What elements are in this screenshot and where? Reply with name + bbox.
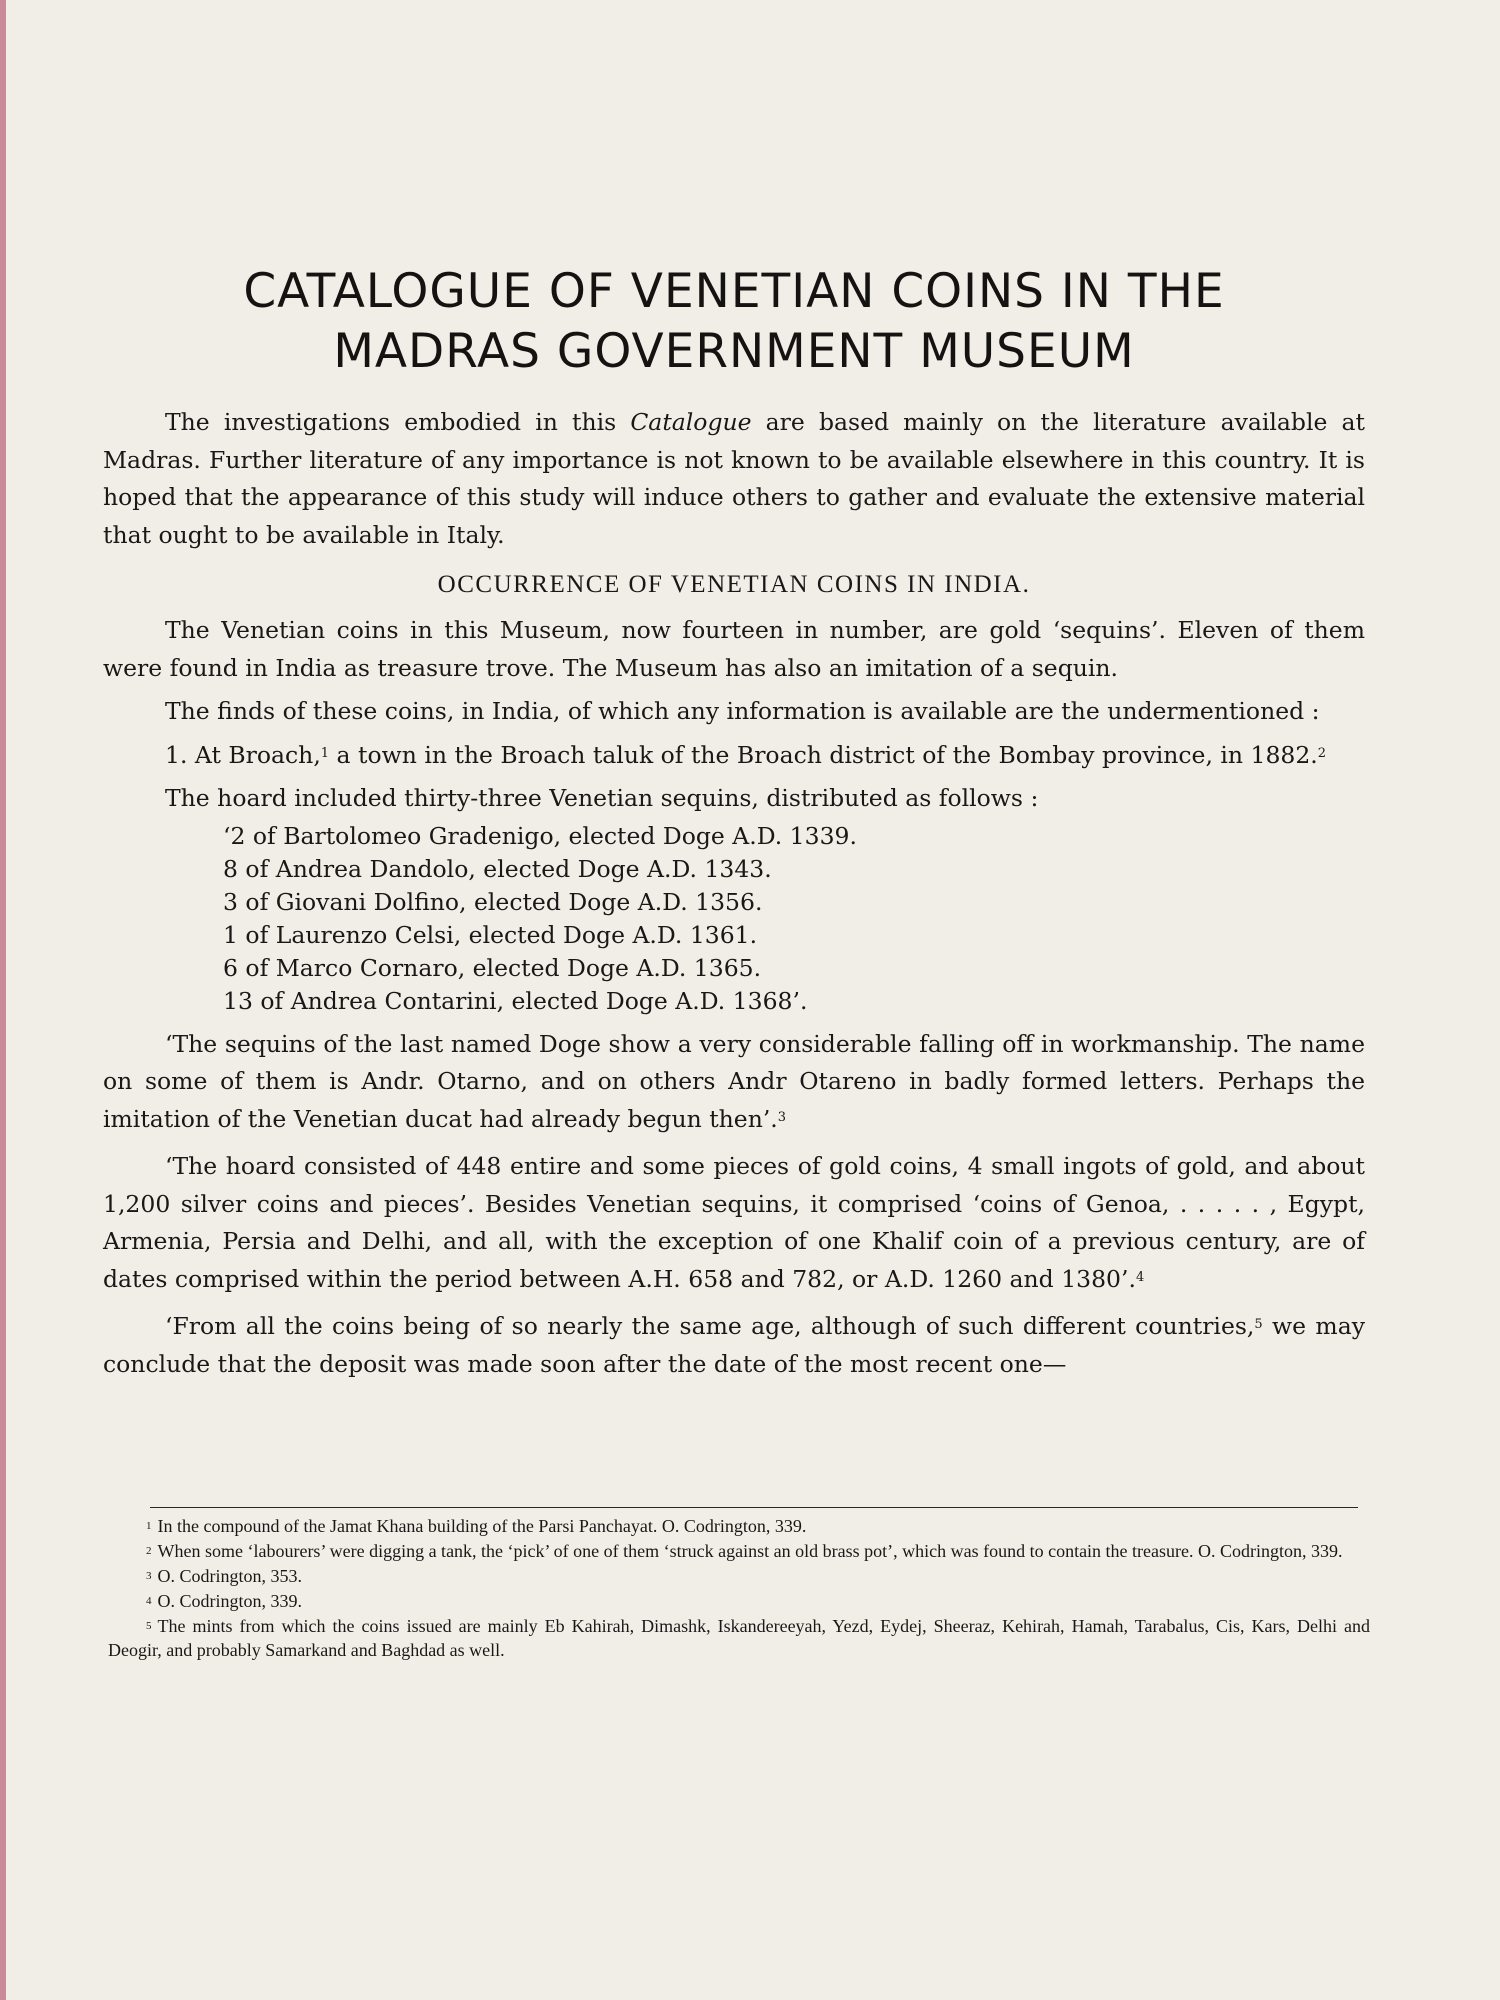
footnote-5 <box>108 1614 1370 1662</box>
list-item: 6 of Marco Cornaro, elected Doge A.D. 1365. <box>223 953 762 982</box>
footnote-3 <box>108 1564 1370 1588</box>
footnote-ref-1: 1 <box>320 745 330 761</box>
footnote-text: In the compound of the Jamat Khana building of the Parsi Panchayat. O. Codrington, 339. <box>157 1516 807 1536</box>
intro-paragraph <box>103 404 1365 554</box>
footnote-4 <box>108 1589 1370 1613</box>
footnote-mark: 5 <box>146 1620 152 1632</box>
sequins-text: ‘The sequins of the last named Doge show a very considerable falling off in workmanship. The name on some of them is Andr. Otarno, and on others Andr Otareno in badly formed letters. Perhaps the imitation of the Venetian ducat had already begun then’. <box>103 1029 1365 1133</box>
broach-paragraph <box>103 737 1365 775</box>
list-item: 13 of Andrea Contarini, elected Doge A.D. 1368’. <box>223 986 808 1015</box>
footnote-divider <box>150 1507 1358 1508</box>
footnote-mark: 1 <box>146 1520 152 1532</box>
footnote-mark: 4 <box>146 1595 152 1607</box>
consisted-text: ‘The hoard consisted of 448 entire and some pieces of gold coins, 4 small ingots of gold, and about 1,200 silver coins and pieces’. Besides Venetian sequins, it comprised ‘coins of Genoa, . . . . . , Egypt, Armenia, Persia and Delhi, and all, with the exception of one Khalif coin of a previous century, are of dates comprised within the period between A.H. 658 and 782, or A.D. 1260 and 1380’. <box>103 1152 1365 1293</box>
footnote-2 <box>108 1539 1370 1563</box>
list-item: ‘2 of Bartolomeo Gradenigo, elected Doge A.D. 1339. <box>223 821 857 850</box>
title-line-1: CATALOGUE OF VENETIAN COINS IN THE <box>243 264 1225 319</box>
intro-italic-catalogue: Catalogue <box>630 408 752 436</box>
museum-coins-paragraph: The Venetian coins in this Museum, now fourteen in number, are gold ‘sequins’. Eleven of them were found in India as treasure trove. The Museum has also an imitation of a sequin. <box>103 616 1365 682</box>
page-title <box>103 262 1365 382</box>
from-all-paragraph <box>103 1308 1365 1383</box>
hoard-paragraph: The hoard included thirty-three Venetian sequins, distributed as follows : <box>165 784 1039 812</box>
footnote-text: O. Codrington, 353. <box>157 1566 303 1586</box>
list-item: 8 of Andrea Dandolo, elected Doge A.D. 1343. <box>223 854 772 883</box>
from-all-text-1: ‘From all the coins being of so nearly the same age, although of such different countries, <box>165 1312 1255 1340</box>
broach-text-1: 1. At Broach, <box>165 740 321 769</box>
list-item: 3 of Giovani Dolfino, elected Doge A.D. 1356. <box>223 887 763 916</box>
from-all-text-2: we may conclude that the deposit was made soon after the date of the most recent one— <box>103 1312 1365 1378</box>
footnote-ref-2: 2 <box>1317 745 1327 761</box>
hoard-consisted-paragraph <box>103 1148 1365 1298</box>
main-text <box>103 262 1365 1393</box>
doge-list <box>223 820 1365 1018</box>
footnote-text: The mints from which the coins issued are mainly Eb Kahirah, Dimashk, Iskandereeyah, Yezd, Eydej, Sheeraz, Kehirah, Hamah, Tarabalus, Cis, Kars, Delhi and Deogir, and probably Samarkand and Baghdad as well. <box>108 1616 1370 1660</box>
footnote-mark: 3 <box>146 1570 152 1582</box>
intro-text-start: The investigations embodied in this <box>165 408 631 436</box>
broach-text-2: a town in the Broach taluk of the Broach district of the Bombay province, in 1882. <box>329 740 1318 769</box>
finds-paragraph: The finds of these coins, in India, of which any information is available are the undermentioned : <box>165 697 1320 725</box>
list-item: 1 of Laurenzo Celsi, elected Doge A.D. 1361. <box>223 920 758 949</box>
footnote-ref-5: 5 <box>1254 1317 1263 1332</box>
footnote-ref-4: 4 <box>1135 1269 1145 1285</box>
sequins-paragraph <box>103 1026 1365 1139</box>
page-edge-shadow <box>0 0 6 2000</box>
footnote-mark: 2 <box>146 1545 152 1557</box>
footnote-1 <box>108 1514 1370 1538</box>
title-line-2: MADRAS GOVERNMENT MUSEUM <box>333 324 1135 379</box>
intro-text-end: are based mainly on the literature available at Madras. Further literature of any importance is not known to be available elsewhere in this country. It is hoped that the appearance of this study will induce others to gather and evaluate the extensive material that ought to be available in Italy. <box>103 408 1365 549</box>
footnote-ref-3: 3 <box>777 1109 787 1125</box>
section-heading: OCCURRENCE OF VENETIAN COINS IN INDIA. <box>437 571 1031 598</box>
footnote-text: O. Codrington, 339. <box>157 1591 303 1611</box>
footnote-text: When some ‘labourers’ were digging a tank, the ‘pick’ of one of them ‘struck against an old brass pot’, which was found to contain the treasure. O. Codrington, 339. <box>157 1541 1343 1561</box>
footnotes <box>108 1514 1370 1663</box>
